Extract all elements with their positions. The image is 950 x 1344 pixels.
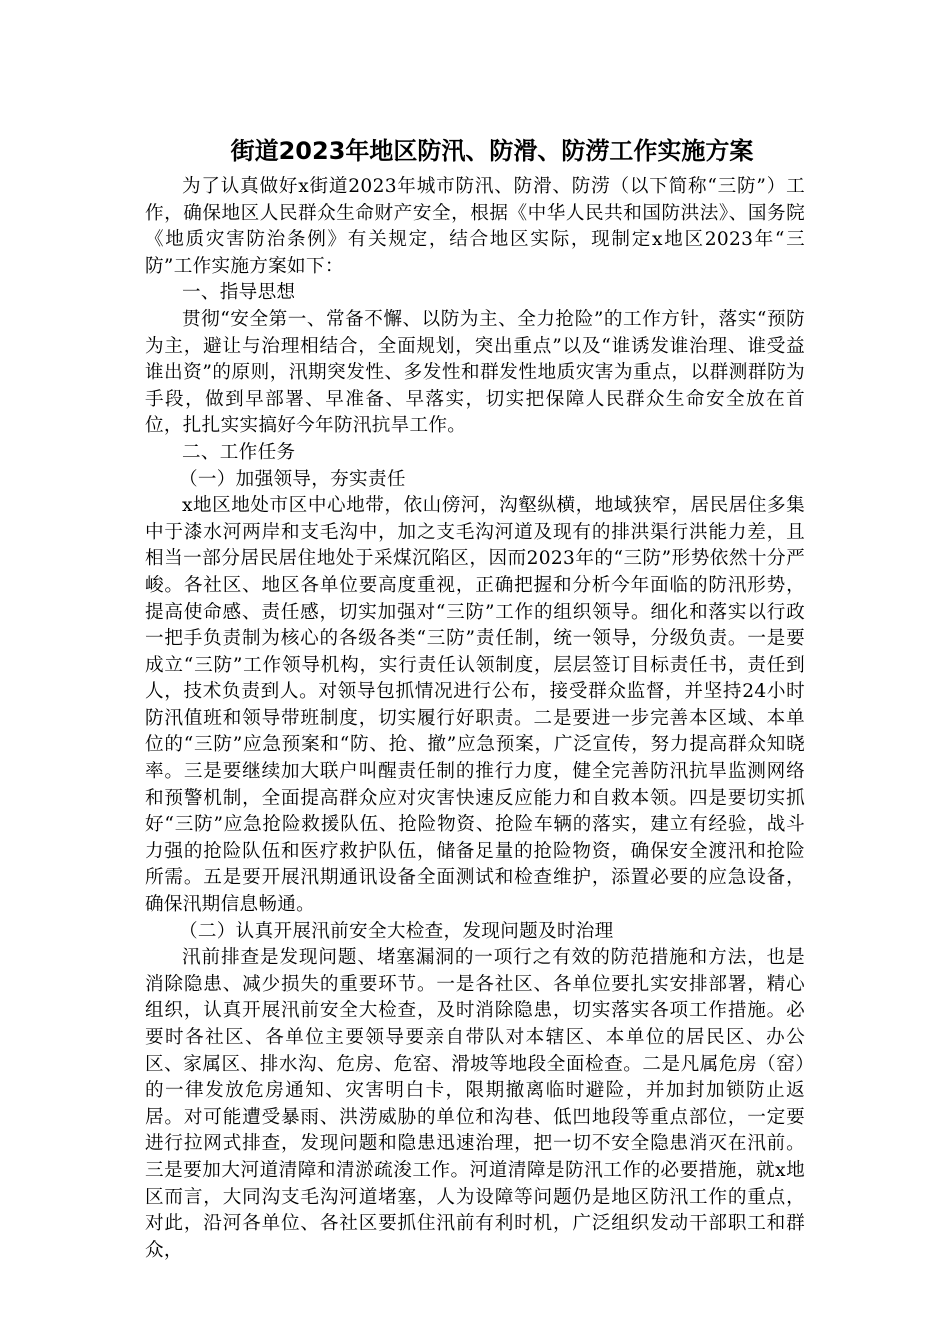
section-heading-work-tasks: 二、工作任务: [182, 441, 296, 463]
paragraph-safety-inspection: 汛前排查是发现问题、堵塞漏洞的一项行之有效的防范措施和方法，也是消除隐患、减少损失的重要环节。一是各社区、各单位要扎实安排部署，精心组织，认真开展汛前安全大检查，及时消除隐患，切实落实各项工作措施。必要时各社区、各单位主要领导要亲自带队对本辖区、本单位的居民区、办公区、家属区、排水沟、危房、危窑、滑坡等地段全面检查。二是凡属危房（窑）的一律发放危房通知、灾害明白卡，限期撤离临时避险，并加封加锁防止返居。对可能遭受暴雨、洪涝威胁的单位和沟巷、低凹地段等重点部位，一定要进行拉网式排查，发现问题和隐患迅速治理，把一切不安全隐患消灭在汛前。三是要加大河道清障和清淤疏浚工作。河道清障是防汛工作的必要措施，就x地区而言，大同沟支毛沟河道堵塞，人为设障等问题仍是地区防汛工作的重点，对此，沿河各单位、各社区要抓住汛前有利时机，广泛组织发动干部职工和群众，: [145, 947, 805, 1261]
document-page: [145, 128, 805, 1264]
paragraph-guiding-ideology: 贯彻“安全第一、常备不懈、以防为主、全力抢险”的工作方针，落实“预防为主，避让与治理相结合，全面规划，突出重点”以及“谁诱发谁治理、谁受益谁出资”的原则，汛期突发性、多发性和群发性地质灾害为重点，以群测群防为手段，做到早部署、早准备、早落实，切实把保障人民群众生命安全放在首位，扎扎实实搞好今年防汛抗旱工作。: [145, 308, 805, 437]
paragraph-leadership: x地区地处市区中心地带，依山傍河，沟壑纵横，地域狭窄，居民居住多集中于漆水河两岸和支毛沟中，加之支毛沟河道及现有的排洪渠行洪能力差，且相当一部分居民居住地处于采煤沉陷区，因而2023年的“三防”形势依然十分严峻。各社区、地区各单位要高度重视，正确把握和分析今年面临的防汛形势，提高使命感、责任感，切实加强对“三防”工作的组织领导。细化和落实以行政一把手负责制为核心的各级各类“三防”责任制，统一领导，分级负责。一是要成立“三防”工作领导机构，实行责任认领制度，层层签订目标责任书，责任到人，技术负责到人。对领导包抓情况进行公布，接受群众监督，并坚持24小时防汛值班和领导带班制度，切实履行好职责。二是要进一步完善本区域、本单位的“三防”应急预案和“防、抢、撤”应急预案，广泛宣传，努力提高群众知晓率。三是要继续加大联户叫醒责任制的推行力度，健全完善防汛抗旱监测网络和预警机制，全面提高群众应对灾害快速反应能力和自救本领。四是要切实抓好“三防”应急抢险救援队伍、抢险物资、抢险车辆的落实，建立有经验，战斗力强的抢险队伍和医疗救护队伍，储备足量的抢险物资，确保安全渡汛和抢险所需。五是要开展汛期通讯设备全面测试和检查维护，添置必要的应急设备，确保汛期信息畅通。: [145, 495, 805, 916]
document-title: 街道2023年地区防汛、防滑、防涝工作实施方案: [230, 137, 754, 165]
subsection-heading-safety-inspection: （二）认真开展汛前安全大检查，发现问题及时治理: [179, 920, 614, 942]
section-heading-guiding-ideology: 一、指导思想: [182, 282, 296, 304]
subsection-heading-leadership: （一）加强领导，夯实责任: [179, 468, 406, 490]
paragraph-intro: 为了认真做好x街道2023年城市防汛、防滑、防涝（以下简称“三防”）工作，确保地区人民群众生命财产安全，根据《中华人民共和国防洪法》、国务院《地质灾害防治条例》有关规定，结合地区实际，现制定x地区2023年“三防”工作实施方案如下：: [145, 176, 805, 277]
